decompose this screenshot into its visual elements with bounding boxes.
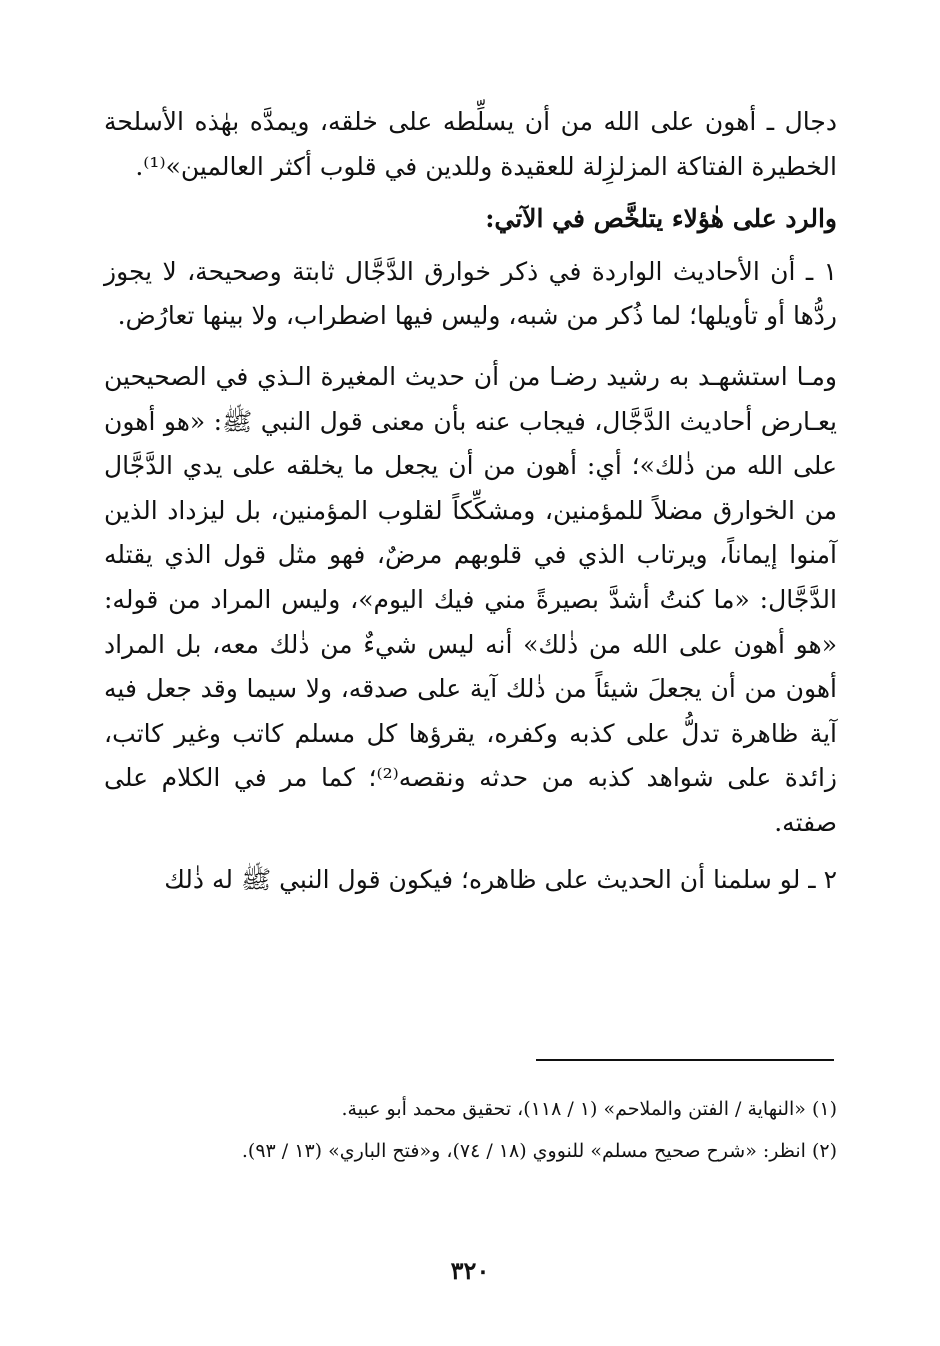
page-number: ٣٢٠: [450, 1256, 490, 1285]
paragraph-continuation: دجال ـ أهون على الله من أن يسلِّطه على خلقه، ويمدَّه بهٰذه الأسلحة الخطيرة الفتاكة المزلزِلة للعقيدة وللدين في قلوب أكثر العالمين»⁽¹⁾.: [104, 107, 837, 181]
footnote-divider: [536, 1059, 834, 1061]
footnote-1: (١) «النهاية / الفتن والملاحم» (١ / ١١٨)، تحقيق محمد أبو عبية.: [341, 1098, 837, 1120]
footnotes: [104, 1088, 837, 1172]
section-heading: والرد على هٰؤلاء يتلخَّص في الآتي:: [485, 204, 837, 234]
main-text: [104, 100, 837, 902]
paragraph-point-two: ٢ ـ لو سلمنا أن الحديث على ظاهره؛ فيكون قول النبي ﷺ له ذٰلك: [164, 864, 837, 894]
paragraph-rebuttal: ومـا استشهـد به رشيد رضـا من أن حديث المغيرة الـذي في الصحيحين يعـارض أحاديث الدَّجَّال، فيجاب عنه بأن معنى قول النبي ﷺ: «هو أهون على الله من ذٰلك»؛ أي: أهون من أن يجعل ما يخلقه على يدي الدَّجَّال من الخوارق مضلاً للمؤمنين، ومشكِّكاً لقلوب المؤمنين، بل ليزداد الذين آمنوا إيماناً، ويرتاب الذي في قلوبهم مرضٌ، فهو مثل قول الذي يقتله الدَّجَّال: «ما كنتُ أشدَّ بصيرةً مني فيك اليوم»، وليس المراد من قوله: «هو أهون على الله من ذٰلك» أنه ليس شيءٌ من ذٰلك معه، بل المراد أهون من أن يجعلَ شيئاً من ذٰلك آية على صدقه، ولا سيما وقد جعل فيه آية ظاهرة تدلُّ على كذبه وكفره، يقرؤها كل مسلم كاتب وغير كاتب، زائدة على شواهد كذبه من حدثه ونقصه⁽²⁾؛ كما مر في الكلام على صفته.: [104, 361, 837, 837]
footnote-2: (٢) انظر: «شرح صحيح مسلم» للنووي (١٨ / ٧٤)، و«فتح الباري» (١٣ / ٩٣).: [241, 1140, 837, 1162]
paragraph-point-one: ١ ـ أن الأحاديث الواردة في ذكر خوارق الدَّجَّال ثابتة وصحيحة، لا يجوز ردُّها أو تأويلها؛ لما ذُكر من شبه، وليس فيها اضطراب، ولا بينها تعارُض.: [104, 256, 837, 331]
